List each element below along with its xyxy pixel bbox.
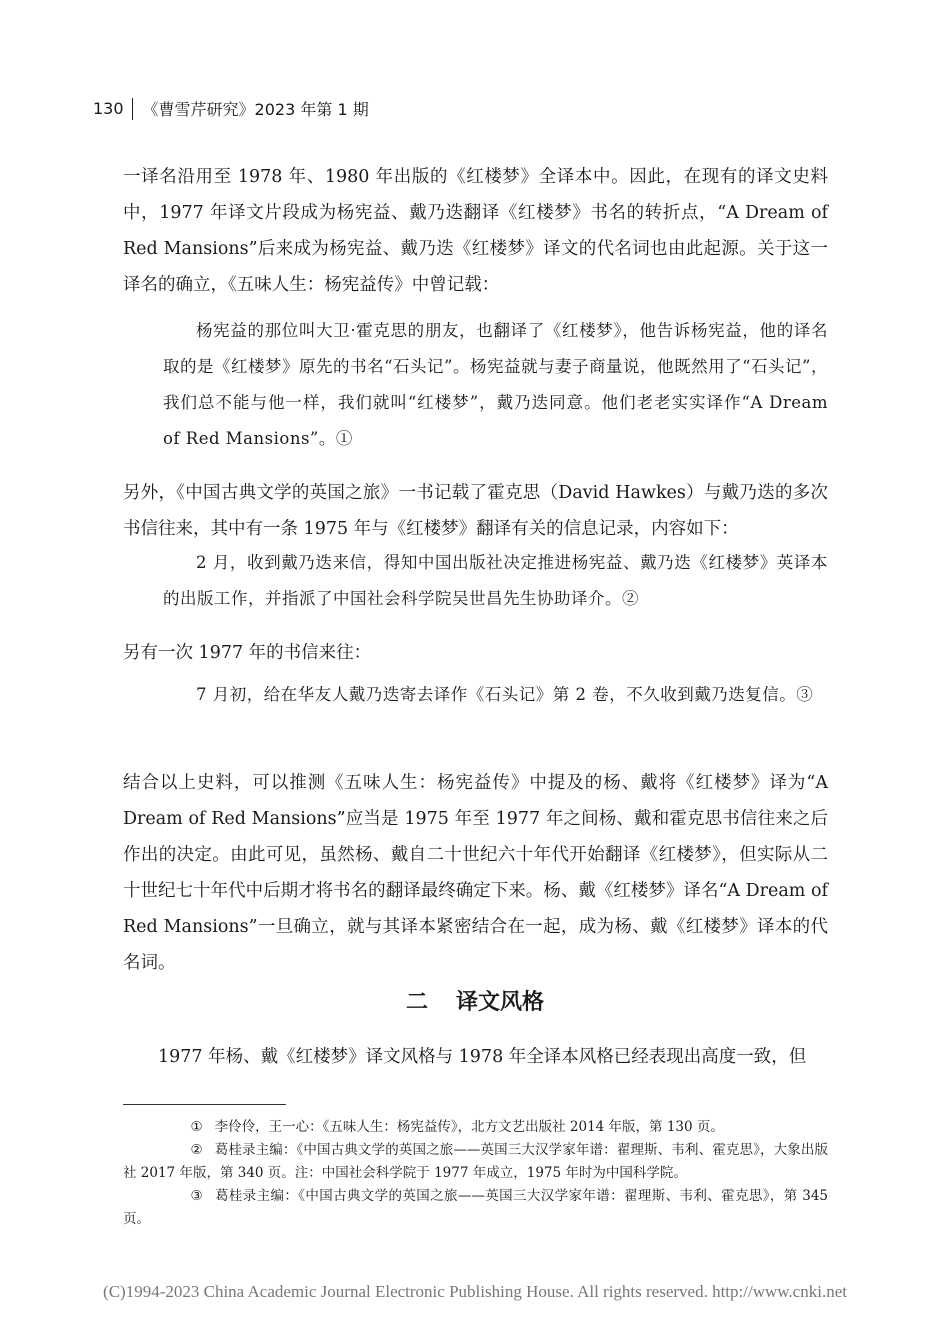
footnote-text: 李伶伶，王一心：《五味人生：杨宪益传》，北方文艺出版社 2014 年版，第 130 页。 <box>214 1119 724 1135</box>
paragraph-4: 结合以上史料，可以推测《五味人生：杨宪益传》中提及的杨、戴将《红楼梦》译为“A Dream of Red Mansions”应当是 1975 年至 1977 年之间杨、戴和霍克思书信往来之后作出的决定。由此可见，虽然杨、戴自二十世纪六十年代开始翻译《红楼梦》，但实际从二十世纪七十年代中后期才将书名的翻译最终确定下来。杨、戴《红楼梦》译名“A Dream of Red Mansions”一旦确立，就与其译本紧密结合在一起，成为杨、戴《红楼梦》译本的代名词。 <box>123 773 828 973</box>
section-heading <box>0 985 950 1016</box>
running-header <box>93 97 369 120</box>
paragraph-2: 另外，《中国古典文学的英国之旅》一书记载了霍克思（David Hawkes）与戴乃迭的多次书信往来，其中有一条 1975 年与《红楼梦》翻译有关的信息记录，内容如下： <box>123 483 828 539</box>
paragraph-3: 另有一次 1977 年的书信来往： <box>123 643 372 663</box>
paragraph-5: 1977 年杨、戴《红楼梦》译文风格与 1978 年全译本风格已经表现出高度一致，但 <box>158 1047 807 1067</box>
footnote-text: 葛桂录主编：《中国古典文学的英国之旅——英国三大汉学家年谱：翟理斯、韦利、霍克思》，第 345 页。 <box>123 1188 828 1227</box>
footnote-marker: ② <box>190 1142 203 1158</box>
footnote-marker: ① <box>190 1119 203 1135</box>
page-number: 130 <box>93 99 124 118</box>
header-divider <box>132 98 133 120</box>
footnote-marker: ③ <box>190 1188 203 1204</box>
footnote-1 <box>123 1116 828 1139</box>
footnote-3 <box>123 1185 828 1231</box>
footnotes <box>123 1116 828 1231</box>
paragraph-1: 一译名沿用至 1978 年、1980 年出版的《红楼梦》全译本中。因此，在现有的译文史料中，1977 年译文片段成为杨宪益、戴乃迭翻译《红楼梦》书名的转折点，“A Dream of Red Mansions”后来成为杨宪益、戴乃迭《红楼梦》译文的代名词也由此起源。关于这一译名的确立，《五味人生：杨宪益传》中曾记载： <box>123 167 828 295</box>
footnote-text: 葛桂录主编：《中国古典文学的英国之旅——英国三大汉学家年谱：翟理斯、韦利、霍克思》，大象出版社 2017 年版，第 340 页。注：中国社会科学院于 1977 年成立，1975 年时为中国科学院。 <box>123 1142 828 1181</box>
copyright-notice: (C)1994-2023 China Academic Journal Electronic Publishing House. All rights reserved. http://www.cnki.net <box>103 1282 847 1301</box>
block-quote-3: 7 月初，给在华友人戴乃迭寄去译作《石头记》第 2 卷，不久收到戴乃迭复信。③ <box>196 685 814 704</box>
footnote-2 <box>123 1139 828 1185</box>
journal-title: 《曹雪芹研究》2023 年第 1 期 <box>142 100 369 119</box>
block-quote-1: 杨宪益的那位叫大卫·霍克思的朋友，也翻译了《红楼梦》，他告诉杨宪益，他的译名取的是《红楼梦》原先的书名“石头记”。杨宪益就与妻子商量说，他既然用了“石头记”，我们总不能与他一样，我们就叫“红楼梦”，戴乃迭同意。他们老老实实译作“A Dream of Red Mansions”。① <box>163 321 828 448</box>
footnote-divider <box>123 1104 286 1105</box>
section-number: 二 <box>405 990 428 1015</box>
block-quote-2: 2 月，收到戴乃迭来信，得知中国出版社决定推进杨宪益、戴乃迭《红楼梦》英译本的出版工作，并指派了中国社会科学院吴世昌先生协助译介。② <box>163 553 828 608</box>
section-title: 译文风格 <box>456 990 545 1015</box>
